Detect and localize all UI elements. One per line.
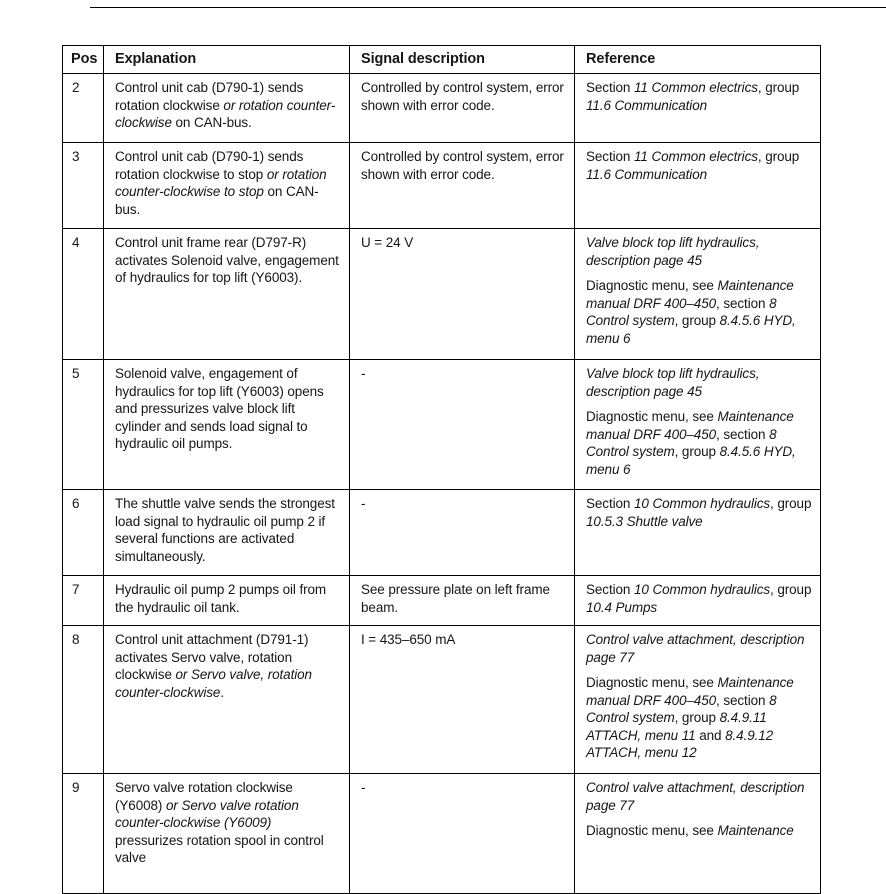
signal-description-cell: - (350, 360, 575, 490)
table-row (63, 490, 821, 576)
table-row (63, 626, 821, 774)
signal-description-table (62, 45, 821, 894)
reference-cell: Valve block top lift hydraulics, description page 45 Diagnostic menu, see Maintenance manual DRF 400–450, section 8 Control system, group 8.4.5.6 HYD, menu 6 (575, 360, 821, 490)
column-header-signal-description: Signal description (350, 46, 575, 74)
pos-cell: 5 (63, 360, 104, 490)
explanation-cell: Hydraulic oil pump 2 pumps oil from the hydraulic oil tank. (104, 576, 350, 626)
table-row (63, 74, 821, 143)
table-row (63, 143, 821, 229)
signal-description-cell: Controlled by control system, error shown with error code. (350, 143, 575, 229)
explanation-cell: Control unit frame rear (D797-R) activates Solenoid valve, engagement of hydraulics for top lift (Y6003). (104, 229, 350, 360)
column-header-explanation: Explanation (104, 46, 350, 74)
pos-cell: 6 (63, 490, 104, 576)
reference-cell: Control valve attachment, description page 77 Diagnostic menu, see Maintenance (575, 774, 821, 894)
reference-cell: Valve block top lift hydraulics, description page 45 Diagnostic menu, see Maintenance manual DRF 400–450, section 8 Control system, group 8.4.5.6 HYD, menu 6 (575, 229, 821, 360)
signal-description-cell: Controlled by control system, error shown with error code. (350, 74, 575, 143)
table-row (63, 774, 821, 894)
header-rule (90, 7, 886, 8)
signal-description-cell: See pressure plate on left frame beam. (350, 576, 575, 626)
explanation-cell: Solenoid valve, engagement of hydraulics for top lift (Y6003) opens and pressurizes valve block lift cylinder and sends load signal to hydraulic oil pumps. (104, 360, 350, 490)
pos-cell: 3 (63, 143, 104, 229)
pos-cell: 9 (63, 774, 104, 894)
pos-cell: 7 (63, 576, 104, 626)
reference-cell: Section 10 Common hydraulics, group 10.5.3 Shuttle valve (575, 490, 821, 576)
explanation-cell: Servo valve rotation clockwise (Y6008) or Servo valve rotation counter-clockwise (Y6009) pressurizes rotation spool in control valve (104, 774, 350, 894)
table-header-row (63, 46, 821, 74)
reference-cell: Section 11 Common electrics, group 11.6 Communication (575, 74, 821, 143)
reference-cell: Control valve attachment, description page 77 Diagnostic menu, see Maintenance manual DRF 400–450, section 8 Control system, group 8.4.9.11 ATTACH, menu 11 and 8.4.9.12 ATTACH, menu 12 (575, 626, 821, 774)
explanation-cell: The shuttle valve sends the strongest load signal to hydraulic oil pump 2 if several functions are activated simultaneously. (104, 490, 350, 576)
signal-description-cell: - (350, 490, 575, 576)
reference-cell: Section 11 Common electrics, group 11.6 Communication (575, 143, 821, 229)
signal-description-cell: - (350, 774, 575, 894)
pos-cell: 8 (63, 626, 104, 774)
signal-description-cell: I = 435–650 mA (350, 626, 575, 774)
pos-cell: 4 (63, 229, 104, 360)
table-row (63, 360, 821, 490)
explanation-cell: Control unit attachment (D791-1) activates Servo valve, rotation clockwise or Servo valve, rotation counter-clockwise. (104, 626, 350, 774)
column-header-pos: Pos (63, 46, 104, 74)
reference-cell: Section 10 Common hydraulics, group 10.4 Pumps (575, 576, 821, 626)
pos-cell: 2 (63, 74, 104, 143)
table-row (63, 229, 821, 360)
table-body (63, 74, 821, 894)
explanation-cell: Control unit cab (D790-1) sends rotation clockwise or rotation counter-clockwise on CAN-bus. (104, 74, 350, 143)
explanation-cell: Control unit cab (D790-1) sends rotation clockwise to stop or rotation counter-clockwise to stop on CAN-bus. (104, 143, 350, 229)
column-header-reference: Reference (575, 46, 821, 74)
table-row (63, 576, 821, 626)
signal-description-cell: U = 24 V (350, 229, 575, 360)
